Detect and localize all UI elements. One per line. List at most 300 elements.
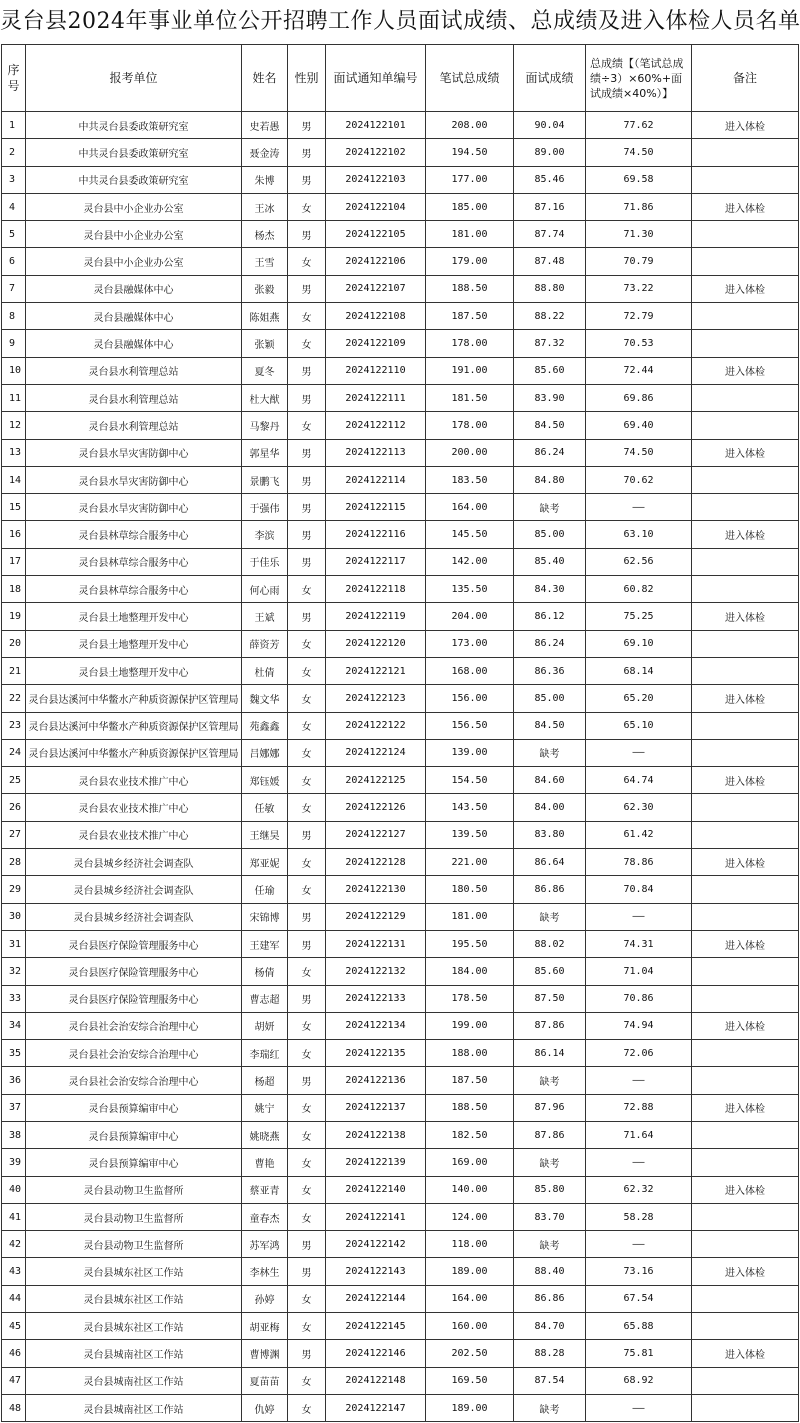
row-unit: 灵台县城乡经济社会调查队: [26, 876, 242, 903]
row-name: 姚宁: [242, 1094, 288, 1121]
row-note: [692, 548, 799, 575]
row-written: 178.00: [426, 412, 514, 439]
row-name: 宋锦博: [242, 903, 288, 930]
row-index: 41: [2, 1203, 26, 1230]
row-note: [692, 1040, 799, 1067]
row-note: [692, 221, 799, 248]
row-ticket: 2024122106: [326, 248, 426, 275]
row-interview: 90.04: [514, 112, 586, 139]
row-gender: 女: [288, 1040, 326, 1067]
row-index: 2: [2, 139, 26, 166]
row-ticket: 2024122125: [326, 767, 426, 794]
row-name: 郭星华: [242, 439, 288, 466]
row-gender: 男: [288, 930, 326, 957]
row-total: 62.30: [586, 794, 692, 821]
row-written: 188.50: [426, 1094, 514, 1121]
header-row: [2, 45, 799, 112]
row-note: [692, 739, 799, 766]
row-name: 朱博: [242, 166, 288, 193]
row-name: 李林生: [242, 1258, 288, 1285]
row-unit: 灵台县城乡经济社会调查队: [26, 849, 242, 876]
table-row: [2, 1121, 799, 1148]
row-note: [692, 466, 799, 493]
table-row: [2, 821, 799, 848]
row-index: 47: [2, 1367, 26, 1394]
table-row: [2, 548, 799, 575]
row-index: 13: [2, 439, 26, 466]
row-gender: 男: [288, 439, 326, 466]
row-interview: 87.74: [514, 221, 586, 248]
row-interview: 85.00: [514, 521, 586, 548]
row-index: 21: [2, 657, 26, 684]
row-ticket: 2024122133: [326, 985, 426, 1012]
row-unit: 灵台县社会治安综合治理中心: [26, 1040, 242, 1067]
row-unit: 灵台县融媒体中心: [26, 330, 242, 357]
row-written: 135.50: [426, 576, 514, 603]
row-gender: 男: [288, 221, 326, 248]
row-name: 杨倩: [242, 958, 288, 985]
header-interview: 面试成绩: [514, 45, 586, 112]
row-total: 67.54: [586, 1285, 692, 1312]
row-note: [692, 794, 799, 821]
table-row: [2, 248, 799, 275]
row-interview: 86.24: [514, 630, 586, 657]
row-total: 65.20: [586, 685, 692, 712]
row-index: 11: [2, 384, 26, 411]
row-total: 72.44: [586, 357, 692, 384]
row-note: [692, 166, 799, 193]
row-ticket: 2024122117: [326, 548, 426, 575]
table-row: [2, 412, 799, 439]
row-unit: 灵台县林草综合服务中心: [26, 548, 242, 575]
row-interview: 87.16: [514, 193, 586, 220]
row-note: 进入体检: [692, 849, 799, 876]
row-unit: 灵台县城乡经济社会调查队: [26, 903, 242, 930]
row-unit: 灵台县医疗保险管理服务中心: [26, 930, 242, 957]
row-interview: 87.50: [514, 985, 586, 1012]
row-written: 139.50: [426, 821, 514, 848]
table-row: [2, 330, 799, 357]
row-total: 78.86: [586, 849, 692, 876]
row-written: 195.50: [426, 930, 514, 957]
row-written: 118.00: [426, 1231, 514, 1258]
row-index: 5: [2, 221, 26, 248]
row-ticket: 2024122147: [326, 1394, 426, 1421]
row-index: 14: [2, 466, 26, 493]
row-gender: 男: [288, 603, 326, 630]
row-index: 30: [2, 903, 26, 930]
row-index: 28: [2, 849, 26, 876]
row-unit: 灵台县水旱灾害防御中心: [26, 494, 242, 521]
row-total: 74.50: [586, 439, 692, 466]
row-interview: 88.80: [514, 275, 586, 302]
row-gender: 女: [288, 248, 326, 275]
row-unit: 灵台县农业技术推广中心: [26, 767, 242, 794]
row-gender: 男: [288, 1340, 326, 1367]
row-name: 薛资芳: [242, 630, 288, 657]
row-index: 26: [2, 794, 26, 821]
row-ticket: 2024122139: [326, 1149, 426, 1176]
row-total: 72.06: [586, 1040, 692, 1067]
row-note: [692, 303, 799, 330]
row-note: [692, 903, 799, 930]
row-written: 204.00: [426, 603, 514, 630]
row-name: 郑钰媛: [242, 767, 288, 794]
row-name: 姚晓燕: [242, 1121, 288, 1148]
table-row: [2, 384, 799, 411]
row-unit: 灵台县动物卫生监督所: [26, 1203, 242, 1230]
row-total: 69.86: [586, 384, 692, 411]
row-written: 169.00: [426, 1149, 514, 1176]
row-index: 48: [2, 1394, 26, 1421]
row-name: 孙婷: [242, 1285, 288, 1312]
row-note: [692, 1067, 799, 1094]
row-note: [692, 630, 799, 657]
row-note: [692, 821, 799, 848]
table-row: [2, 1285, 799, 1312]
header-unit: 报考单位: [26, 45, 242, 112]
row-ticket: 2024122107: [326, 275, 426, 302]
row-total: 61.42: [586, 821, 692, 848]
row-total: 69.10: [586, 630, 692, 657]
row-index: 10: [2, 357, 26, 384]
row-name: 吕娜娜: [242, 739, 288, 766]
row-total: 69.58: [586, 166, 692, 193]
row-name: 李滨: [242, 521, 288, 548]
row-interview: 87.48: [514, 248, 586, 275]
row-unit: 灵台县达溪河中华鳖水产种质资源保护区管理局: [26, 739, 242, 766]
row-interview: 83.90: [514, 384, 586, 411]
row-written: 182.50: [426, 1121, 514, 1148]
row-unit: 灵台县中小企业办公室: [26, 248, 242, 275]
row-note: [692, 330, 799, 357]
row-written: 208.00: [426, 112, 514, 139]
row-written: 168.00: [426, 657, 514, 684]
row-interview: 86.14: [514, 1040, 586, 1067]
row-written: 183.50: [426, 466, 514, 493]
row-unit: 灵台县农业技术推广中心: [26, 821, 242, 848]
row-index: 4: [2, 193, 26, 220]
row-total: 77.62: [586, 112, 692, 139]
row-ticket: 2024122138: [326, 1121, 426, 1148]
row-unit: 灵台县达溪河中华鳖水产种质资源保护区管理局: [26, 685, 242, 712]
row-gender: 女: [288, 1394, 326, 1421]
row-interview: 86.24: [514, 439, 586, 466]
table-row: [2, 357, 799, 384]
row-name: 夏苗苗: [242, 1367, 288, 1394]
row-total: 70.79: [586, 248, 692, 275]
table-row: [2, 739, 799, 766]
row-note: 进入体检: [692, 930, 799, 957]
header-gender: 性别: [288, 45, 326, 112]
row-total: 71.64: [586, 1121, 692, 1148]
row-written: 143.50: [426, 794, 514, 821]
row-total: 72.88: [586, 1094, 692, 1121]
row-written: 178.00: [426, 330, 514, 357]
row-interview: 86.86: [514, 1285, 586, 1312]
table-row: [2, 958, 799, 985]
row-ticket: 2024122141: [326, 1203, 426, 1230]
row-written: 181.00: [426, 221, 514, 248]
row-gender: 男: [288, 275, 326, 302]
table-row: [2, 112, 799, 139]
row-interview: 88.22: [514, 303, 586, 330]
row-gender: 男: [288, 494, 326, 521]
row-note: [692, 576, 799, 603]
row-total: ——: [586, 1149, 692, 1176]
row-ticket: 2024122120: [326, 630, 426, 657]
row-unit: 灵台县土地整理开发中心: [26, 630, 242, 657]
row-index: 29: [2, 876, 26, 903]
row-unit: 灵台县预算编审中心: [26, 1149, 242, 1176]
row-name: 苑鑫鑫: [242, 712, 288, 739]
row-total: 65.10: [586, 712, 692, 739]
row-total: 72.79: [586, 303, 692, 330]
row-gender: 女: [288, 1313, 326, 1340]
row-total: ——: [586, 494, 692, 521]
row-note: [692, 412, 799, 439]
row-name: 王雪: [242, 248, 288, 275]
row-total: ——: [586, 1231, 692, 1258]
row-ticket: 2024122114: [326, 466, 426, 493]
table-row: [2, 685, 799, 712]
row-ticket: 2024122123: [326, 685, 426, 712]
header-total: 总成绩【（笔试总成绩÷3）×60%+面试成绩×40%）】: [586, 45, 692, 112]
row-index: 27: [2, 821, 26, 848]
row-interview: 84.30: [514, 576, 586, 603]
row-total: 71.86: [586, 193, 692, 220]
row-total: 70.86: [586, 985, 692, 1012]
row-name: 于佳乐: [242, 548, 288, 575]
row-unit: 灵台县中小企业办公室: [26, 193, 242, 220]
row-written: 184.00: [426, 958, 514, 985]
row-note: [692, 139, 799, 166]
row-note: [692, 1203, 799, 1230]
table-row: [2, 712, 799, 739]
row-note: 进入体检: [692, 521, 799, 548]
row-note: 进入体检: [692, 1012, 799, 1039]
row-gender: 男: [288, 112, 326, 139]
row-index: 39: [2, 1149, 26, 1176]
row-written: 173.00: [426, 630, 514, 657]
row-ticket: 2024122105: [326, 221, 426, 248]
row-gender: 男: [288, 166, 326, 193]
row-ticket: 2024122135: [326, 1040, 426, 1067]
row-note: 进入体检: [692, 603, 799, 630]
row-gender: 女: [288, 1121, 326, 1148]
row-index: 35: [2, 1040, 26, 1067]
row-unit: 灵台县社会治安综合治理中心: [26, 1067, 242, 1094]
row-name: 曹志超: [242, 985, 288, 1012]
row-index: 19: [2, 603, 26, 630]
table-row: [2, 1367, 799, 1394]
row-unit: 灵台县水利管理总站: [26, 357, 242, 384]
row-unit: 灵台县城南社区工作站: [26, 1394, 242, 1421]
row-name: 仇婷: [242, 1394, 288, 1421]
row-unit: 灵台县融媒体中心: [26, 303, 242, 330]
row-interview: 缺考: [514, 1149, 586, 1176]
row-index: 38: [2, 1121, 26, 1148]
row-name: 夏冬: [242, 357, 288, 384]
row-total: 65.88: [586, 1313, 692, 1340]
row-index: 46: [2, 1340, 26, 1367]
row-written: 177.00: [426, 166, 514, 193]
row-gender: 男: [288, 384, 326, 411]
row-note: [692, 1367, 799, 1394]
row-total: 58.28: [586, 1203, 692, 1230]
row-unit: 灵台县融媒体中心: [26, 275, 242, 302]
row-total: 62.56: [586, 548, 692, 575]
row-interview: 85.00: [514, 685, 586, 712]
row-note: 进入体检: [692, 112, 799, 139]
row-index: 36: [2, 1067, 26, 1094]
row-name: 王继昊: [242, 821, 288, 848]
row-name: 杨超: [242, 1067, 288, 1094]
row-written: 181.50: [426, 384, 514, 411]
row-ticket: 2024122136: [326, 1067, 426, 1094]
row-total: 70.62: [586, 466, 692, 493]
row-written: 181.00: [426, 903, 514, 930]
row-note: [692, 248, 799, 275]
row-unit: 灵台县水利管理总站: [26, 384, 242, 411]
row-interview: 86.36: [514, 657, 586, 684]
row-note: 进入体检: [692, 193, 799, 220]
row-interview: 87.86: [514, 1012, 586, 1039]
row-gender: 女: [288, 958, 326, 985]
row-interview: 缺考: [514, 903, 586, 930]
row-unit: 灵台县动物卫生监督所: [26, 1176, 242, 1203]
row-note: [692, 958, 799, 985]
row-interview: 84.50: [514, 412, 586, 439]
row-interview: 缺考: [514, 1231, 586, 1258]
row-gender: 女: [288, 1149, 326, 1176]
row-total: 63.10: [586, 521, 692, 548]
row-interview: 83.70: [514, 1203, 586, 1230]
row-unit: 灵台县城南社区工作站: [26, 1367, 242, 1394]
row-gender: 男: [288, 466, 326, 493]
row-name: 曹艳: [242, 1149, 288, 1176]
row-interview: 85.60: [514, 357, 586, 384]
row-written: 185.00: [426, 193, 514, 220]
row-total: 70.53: [586, 330, 692, 357]
row-ticket: 2024122103: [326, 166, 426, 193]
row-total: 74.94: [586, 1012, 692, 1039]
row-gender: 男: [288, 903, 326, 930]
row-name: 杨杰: [242, 221, 288, 248]
row-interview: 88.40: [514, 1258, 586, 1285]
row-note: [692, 1285, 799, 1312]
row-name: 马黎丹: [242, 412, 288, 439]
row-total: ——: [586, 1394, 692, 1421]
row-unit: 灵台县动物卫生监督所: [26, 1231, 242, 1258]
table-row: [2, 603, 799, 630]
row-unit: 灵台县土地整理开发中心: [26, 657, 242, 684]
row-gender: 女: [288, 794, 326, 821]
row-unit: 灵台县预算编审中心: [26, 1094, 242, 1121]
row-index: 32: [2, 958, 26, 985]
table-row: [2, 794, 799, 821]
row-written: 169.50: [426, 1367, 514, 1394]
table-row: [2, 1040, 799, 1067]
table-row: [2, 1258, 799, 1285]
table-row: [2, 630, 799, 657]
row-note: 进入体检: [692, 439, 799, 466]
row-written: 156.50: [426, 712, 514, 739]
table-row: [2, 1176, 799, 1203]
row-total: 74.31: [586, 930, 692, 957]
row-name: 王建军: [242, 930, 288, 957]
row-name: 王冰: [242, 193, 288, 220]
table-row: [2, 1394, 799, 1421]
row-written: 164.00: [426, 494, 514, 521]
row-interview: 缺考: [514, 739, 586, 766]
row-ticket: 2024122134: [326, 1012, 426, 1039]
row-gender: 女: [288, 876, 326, 903]
row-name: 胡妍: [242, 1012, 288, 1039]
row-written: 180.50: [426, 876, 514, 903]
row-gender: 女: [288, 303, 326, 330]
row-ticket: 2024122132: [326, 958, 426, 985]
row-unit: 灵台县城东社区工作站: [26, 1258, 242, 1285]
row-index: 44: [2, 1285, 26, 1312]
table-row: [2, 494, 799, 521]
row-unit: 灵台县水利管理总站: [26, 412, 242, 439]
table-row: [2, 466, 799, 493]
row-note: [692, 1231, 799, 1258]
row-unit: 灵台县城南社区工作站: [26, 1340, 242, 1367]
row-index: 16: [2, 521, 26, 548]
row-name: 何心雨: [242, 576, 288, 603]
row-index: 18: [2, 576, 26, 603]
row-ticket: 2024122148: [326, 1367, 426, 1394]
row-ticket: 2024122140: [326, 1176, 426, 1203]
row-interview: 86.64: [514, 849, 586, 876]
row-ticket: 2024122144: [326, 1285, 426, 1312]
row-interview: 缺考: [514, 1394, 586, 1421]
row-name: 曹博渊: [242, 1340, 288, 1367]
table-row: [2, 1231, 799, 1258]
row-interview: 87.32: [514, 330, 586, 357]
row-ticket: 2024122128: [326, 849, 426, 876]
row-ticket: 2024122127: [326, 821, 426, 848]
row-written: 145.50: [426, 521, 514, 548]
row-total: 73.16: [586, 1258, 692, 1285]
row-name: 杜大猷: [242, 384, 288, 411]
row-written: 178.50: [426, 985, 514, 1012]
row-total: 74.50: [586, 139, 692, 166]
row-gender: 女: [288, 1176, 326, 1203]
row-total: 64.74: [586, 767, 692, 794]
row-written: 202.50: [426, 1340, 514, 1367]
row-written: 124.00: [426, 1203, 514, 1230]
row-ticket: 2024122112: [326, 412, 426, 439]
row-gender: 女: [288, 1094, 326, 1121]
row-gender: 女: [288, 685, 326, 712]
row-unit: 中共灵台县委政策研究室: [26, 166, 242, 193]
row-interview: 84.60: [514, 767, 586, 794]
row-gender: 女: [288, 1203, 326, 1230]
row-ticket: 2024122110: [326, 357, 426, 384]
row-index: 24: [2, 739, 26, 766]
table-row: [2, 139, 799, 166]
header-written: 笔试总成绩: [426, 45, 514, 112]
row-gender: 女: [288, 412, 326, 439]
row-unit: 灵台县城东社区工作站: [26, 1313, 242, 1340]
row-unit: 灵台县城东社区工作站: [26, 1285, 242, 1312]
row-written: 139.00: [426, 739, 514, 766]
row-total: 68.14: [586, 657, 692, 684]
row-gender: 男: [288, 357, 326, 384]
